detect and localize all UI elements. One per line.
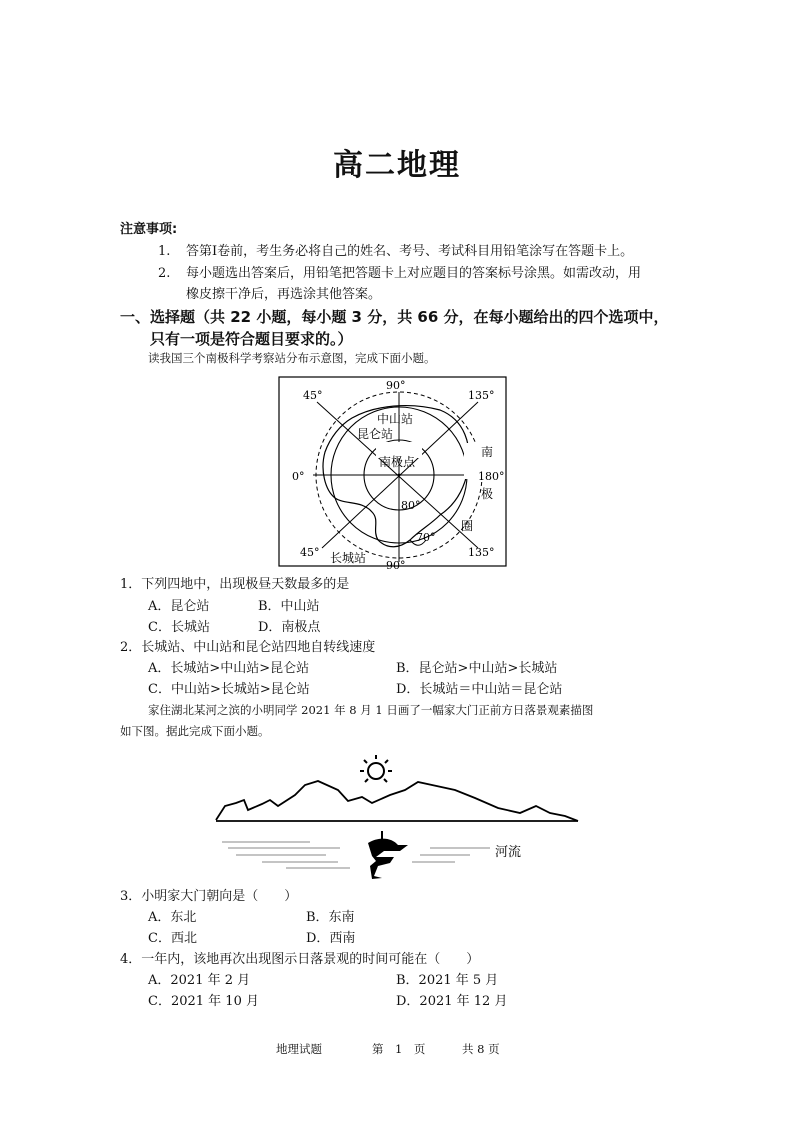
notice-item-2-text: 每小题选出答案后，用铅笔把答题卡上对应题目的答案标号涂黑。如需改动，用	[186, 266, 642, 281]
footer-subject: 地理试题	[276, 1042, 322, 1056]
map-label-br: 135°	[468, 546, 495, 559]
map-label-lat80: 80°	[401, 499, 421, 512]
q1-option-d: D．南极点	[258, 620, 321, 635]
q3-option-d: D．西南	[306, 931, 356, 946]
map-label-circle-2: 极	[481, 487, 494, 501]
map-label-left: 0°	[292, 470, 305, 483]
q2-option-a: A．长城站>中山站>昆仑站	[148, 661, 310, 676]
notice-item-1-num: 1.	[158, 244, 171, 259]
q2-stem: 2．长城站、中山站和昆仑站四地自转线速度	[120, 640, 376, 655]
notice-item-2-text-cont: 橡皮擦干净后，再选涂其他答案。	[186, 287, 382, 302]
map-label-circle-3: 圈	[461, 519, 474, 533]
map-label-changcheng: 长城站	[330, 551, 367, 565]
q2-option-b: B．昆仑站>中山站>长城站	[396, 661, 558, 676]
q1-option-c: C．长城站	[148, 620, 210, 635]
q4-option-b: B．2021 年 5 月	[396, 973, 499, 988]
intro-1: 读我国三个南极科学考察站分布示意图，完成下面小题。	[148, 351, 436, 365]
q1-stem: 1．下列四地中，出现极昼天数最多的是	[120, 577, 350, 592]
q3-option-b: B．东南	[306, 910, 355, 925]
map-label-zhongshan: 中山站	[377, 412, 414, 426]
map-label-tr: 135°	[468, 389, 495, 402]
map-label-bl: 45°	[300, 546, 320, 559]
map-label-top: 90°	[386, 379, 406, 392]
q4-option-d: D．2021 年 12 月	[396, 994, 508, 1009]
section-heading-line2: 只有一项是符合题目要求的。）	[150, 330, 353, 348]
q1-option-a: A．昆仑站	[148, 599, 210, 614]
q3-option-a: A．东北	[148, 910, 197, 925]
q3-stem: 3．小明家大门朝向是（ ）	[120, 889, 298, 904]
footer-page: 第 1 页	[372, 1042, 426, 1056]
map-label-kunlun: 昆仑站	[357, 427, 394, 441]
intro-2-line1: 家住湖北某河之滨的小明同学 2021 年 8 月 1 日画了一幅家大门正前方日落景观素描图	[148, 703, 594, 717]
notice-item-2-num: 2.	[158, 266, 171, 281]
page-title: 高二地理	[333, 148, 461, 183]
notice-item-1-text: 答第Ⅰ卷前，考生务必将自己的姓名、考号、考试科目用铅笔涂写在答题卡上。	[186, 244, 634, 259]
map-label-tl: 45°	[303, 389, 323, 402]
intro-2-line2: 如下图。据此完成下面小题。	[120, 724, 270, 738]
map-label-bottom: 90°	[386, 559, 406, 572]
river-label: 河流	[495, 845, 522, 860]
q4-stem: 4．一年内，该地再次出现图示日落景观的时间可能在（ ）	[120, 952, 480, 967]
q2-option-d: D．长城站＝中山站＝昆仑站	[396, 682, 563, 697]
map-label-pole: 南极点	[379, 455, 416, 469]
map-label-right: 180°	[478, 470, 505, 483]
q1-option-b: B．中山站	[258, 599, 320, 614]
map-label-lat70: 70°	[416, 531, 436, 544]
notice-heading: 注意事项:	[120, 222, 178, 237]
footer-total: 共 8 页	[462, 1042, 500, 1056]
q2-option-c: C．中山站>长城站>昆仑站	[148, 682, 310, 697]
section-heading-line1: 一、选择题（共 22 小题，每小题 3 分，共 66 分，在每小题给出的四个选项中，	[120, 308, 669, 326]
q3-option-c: C．西北	[148, 931, 197, 946]
q4-option-c: C．2021 年 10 月	[148, 994, 259, 1009]
q4-option-a: A．2021 年 2 月	[148, 973, 251, 988]
map-label-circle-1: 南	[481, 445, 494, 459]
